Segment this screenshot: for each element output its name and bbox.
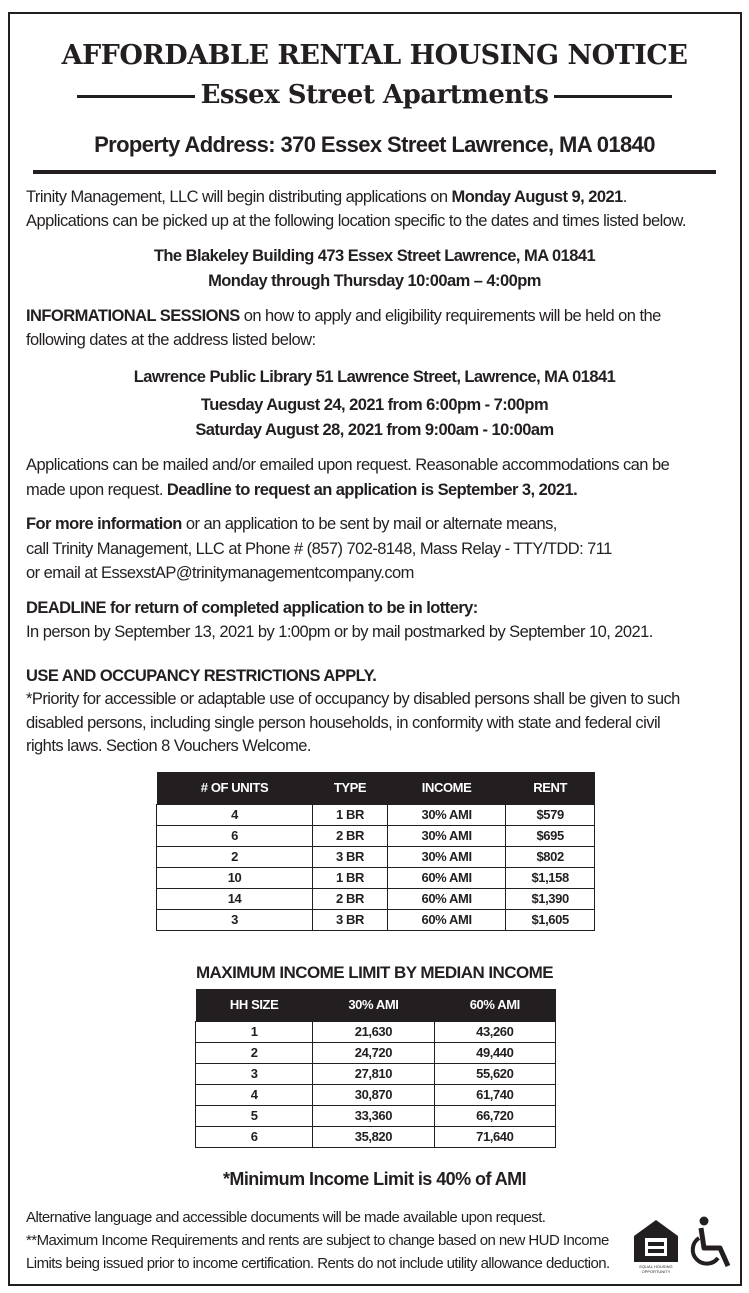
table-cell: 2 BR bbox=[313, 888, 388, 909]
intro-line-2: Applications can be picked up at the following location specific to the dates and times listed below. bbox=[26, 212, 686, 230]
table-header bbox=[196, 989, 556, 1021]
table-row bbox=[196, 1084, 556, 1105]
minimum-income-note: *Minimum Income Limit is 40% of AMI bbox=[222, 1169, 527, 1189]
table-cell: 27,810 bbox=[313, 1063, 434, 1084]
deadline-line-2: In person by September 13, 2021 by 1:00pm or by mail postmarked by September 10, 2021. bbox=[26, 623, 653, 641]
restrictions-line-1: *Priority for accessible or adaptable use of occupancy by disabled persons shall be given to such bbox=[26, 690, 680, 708]
table-cell: 21,630 bbox=[313, 1021, 434, 1042]
col-header: RENT bbox=[506, 772, 595, 804]
table-cell: 24,720 bbox=[313, 1042, 434, 1063]
table-cell: 3 bbox=[196, 1063, 313, 1084]
table-cell: $579 bbox=[506, 804, 595, 825]
sessions-line-2: following dates at the address listed below: bbox=[26, 331, 316, 349]
table-cell: 1 BR bbox=[313, 804, 388, 825]
table-row bbox=[157, 804, 595, 825]
intro-line-1: Trinity Management, LLC will begin distributing applications on Monday August 9, 2021. bbox=[26, 188, 627, 206]
info-line-2: call Trinity Management, LLC at Phone # (857) 702-8148, Mass Relay - TTY/TDD: 711 bbox=[26, 540, 612, 558]
pickup-hours: Monday through Thursday 10:00am – 4:00pm bbox=[208, 272, 541, 290]
wheelchair-accessible-icon bbox=[690, 1216, 734, 1272]
footer-line-1: Alternative language and accessible documents will be made available upon request. bbox=[26, 1209, 546, 1226]
table-cell: 71,640 bbox=[434, 1126, 555, 1147]
session-location: Lawrence Public Library 51 Lawrence Street, Lawrence, MA 01841 bbox=[133, 368, 616, 386]
table-row bbox=[196, 1042, 556, 1063]
table-cell: 35,820 bbox=[313, 1126, 434, 1147]
units-table bbox=[156, 772, 595, 931]
table-cell: 30% AMI bbox=[387, 825, 505, 846]
col-header: HH SIZE bbox=[196, 989, 313, 1021]
table-row bbox=[196, 1126, 556, 1147]
info-line-1: For more information or an application to be sent by mail or alternate means, bbox=[26, 515, 557, 533]
table-cell: $1,158 bbox=[506, 867, 595, 888]
table-cell: $695 bbox=[506, 825, 595, 846]
income-table bbox=[195, 989, 556, 1148]
restrictions-heading: USE AND OCCUPANCY RESTRICTIONS APPLY. bbox=[26, 667, 377, 685]
session-date-2: Saturday August 28, 2021 from 9:00am - 10:00am bbox=[195, 421, 554, 439]
restrictions-line-3: rights laws. Section 8 Vouchers Welcome. bbox=[26, 737, 311, 755]
table-header bbox=[157, 772, 595, 804]
table-cell: 49,440 bbox=[434, 1042, 555, 1063]
table-cell: 2 bbox=[157, 846, 313, 867]
sessions-line-1: INFORMATIONAL SESSIONS on how to apply and eligibility requirements will be held on the bbox=[26, 307, 661, 325]
table-cell: 4 bbox=[196, 1084, 313, 1105]
col-header: 60% AMI bbox=[434, 989, 555, 1021]
table-cell: 4 bbox=[157, 804, 313, 825]
table-cell: 1 bbox=[196, 1021, 313, 1042]
table-row bbox=[157, 909, 595, 930]
table-cell: 33,360 bbox=[313, 1105, 434, 1126]
table-cell: 60% AMI bbox=[387, 867, 505, 888]
session-date-1: Tuesday August 24, 2021 from 6:00pm - 7:00pm bbox=[200, 396, 549, 414]
table-cell: 66,720 bbox=[434, 1105, 555, 1126]
col-header: 30% AMI bbox=[313, 989, 434, 1021]
mail-line-1: Applications can be mailed and/or emailed upon request. Reasonable accommodations can be bbox=[26, 456, 670, 474]
table-cell: 3 BR bbox=[313, 846, 388, 867]
divider bbox=[33, 170, 716, 174]
table-cell: 30% AMI bbox=[387, 846, 505, 867]
footer-line-3: Limits being issued prior to income certification. Rents do not include utility allowance deduction. bbox=[26, 1255, 610, 1272]
footer-line-2: **Maximum Income Requirements and rents are subject to change based on new HUD Income bbox=[26, 1232, 609, 1249]
income-table-title: MAXIMUM INCOME LIMIT BY MEDIAN INCOME bbox=[195, 963, 554, 982]
col-header: # OF UNITS bbox=[157, 772, 313, 804]
divider bbox=[77, 95, 195, 98]
table-cell: 2 BR bbox=[313, 825, 388, 846]
mail-line-2: made upon request. Deadline to request an application is September 3, 2021. bbox=[26, 481, 578, 499]
divider bbox=[554, 95, 672, 98]
col-header: TYPE bbox=[313, 772, 388, 804]
table-row bbox=[157, 846, 595, 867]
table-cell: 6 bbox=[157, 825, 313, 846]
table-row bbox=[196, 1063, 556, 1084]
table-cell: 1 BR bbox=[313, 867, 388, 888]
table-cell: $802 bbox=[506, 846, 595, 867]
table-cell: 30,870 bbox=[313, 1084, 434, 1105]
table-cell: 61,740 bbox=[434, 1084, 555, 1105]
pickup-location: The Blakeley Building 473 Essex Street Lawrence, MA 01841 bbox=[153, 247, 596, 265]
restrictions-line-2: disabled persons, including single person households, in conformity with state and federal civil bbox=[26, 714, 661, 732]
deadline-line-1: DEADLINE for return of completed application to be in lottery: bbox=[26, 599, 478, 617]
notice-subtitle bbox=[0, 80, 749, 110]
table-row bbox=[157, 825, 595, 846]
table-cell: 5 bbox=[196, 1105, 313, 1126]
subtitle-text: Essex Street Apartments bbox=[200, 80, 549, 110]
table-cell: 43,260 bbox=[434, 1021, 555, 1042]
table-row bbox=[196, 1105, 556, 1126]
table-cell: 60% AMI bbox=[387, 909, 505, 930]
table-cell: $1,605 bbox=[506, 909, 595, 930]
property-address: Property Address: 370 Essex Street Lawrence, MA 01840 bbox=[94, 132, 655, 157]
table-cell: 14 bbox=[157, 888, 313, 909]
table-cell: 2 bbox=[196, 1042, 313, 1063]
table-cell: 6 bbox=[196, 1126, 313, 1147]
table-row bbox=[157, 888, 595, 909]
table-row bbox=[157, 867, 595, 888]
table-cell: $1,390 bbox=[506, 888, 595, 909]
table-row bbox=[196, 1021, 556, 1042]
table-cell: 55,620 bbox=[434, 1063, 555, 1084]
table-cell: 3 bbox=[157, 909, 313, 930]
col-header: INCOME bbox=[387, 772, 505, 804]
table-cell: 3 BR bbox=[313, 909, 388, 930]
table-cell: 30% AMI bbox=[387, 804, 505, 825]
table-cell: 10 bbox=[157, 867, 313, 888]
table-cell: 60% AMI bbox=[387, 888, 505, 909]
notice-title: AFFORDABLE RENTAL HOUSING NOTICE bbox=[61, 40, 688, 71]
equal-housing-logo-text: EQUAL HOUSING OPPORTUNITY bbox=[639, 1264, 673, 1274]
info-email[interactable]: or email at EssexstAP@trinitymanagementcompany.com bbox=[26, 564, 414, 582]
